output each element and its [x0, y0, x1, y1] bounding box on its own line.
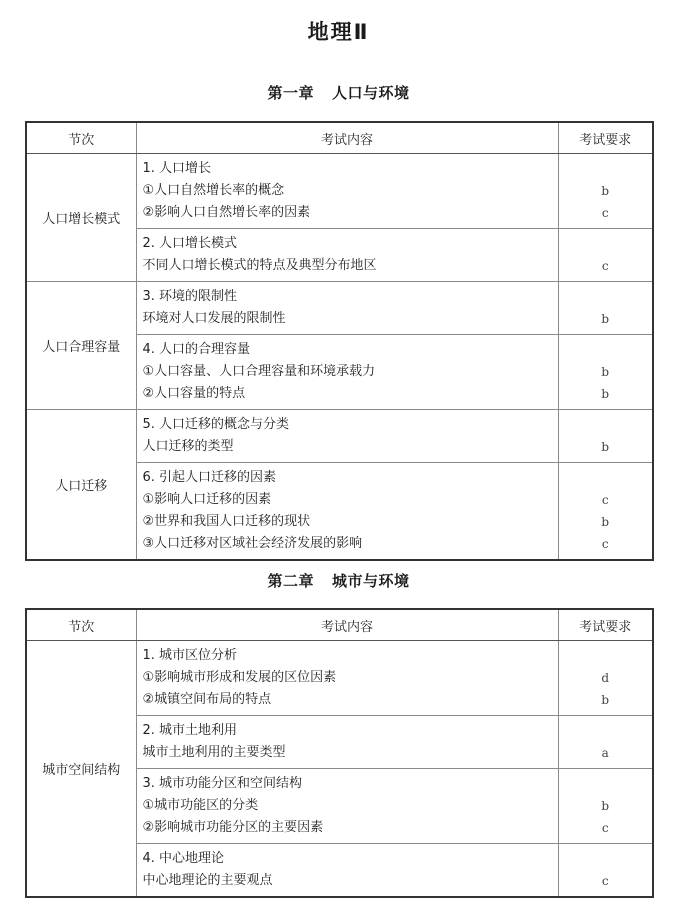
requirement-level: c — [601, 493, 609, 507]
header-section: 节次 — [26, 609, 136, 641]
requirement-cell — [558, 463, 653, 561]
chapter-1-name: 人口与环境 — [332, 84, 410, 102]
requirement-cell — [558, 335, 653, 410]
topic-item: ②影响城市功能分区的主要因素 — [142, 820, 324, 835]
requirement-cell — [558, 282, 653, 335]
topic-item: ①影响人口迁移的因素 — [142, 492, 272, 507]
topic-title: 3. 环境的限制性 — [142, 289, 238, 304]
requirement-cell — [558, 641, 653, 716]
table-row — [26, 282, 653, 335]
topic-item: ①人口容量、人口合理容量和环境承载力 — [142, 364, 376, 379]
content-cell — [136, 154, 558, 229]
content-cell — [136, 229, 558, 282]
requirement-level: b — [601, 312, 610, 326]
requirement-cell — [558, 716, 653, 769]
topic-item: 人口迁移的类型 — [142, 439, 234, 454]
requirement-level — [559, 339, 653, 361]
requirement-cell — [558, 229, 653, 282]
content-cell — [136, 463, 558, 561]
requirement-level: b — [601, 184, 610, 198]
content-cell — [136, 769, 558, 844]
requirement-cell — [558, 410, 653, 463]
topic-title: 2. 城市土地利用 — [142, 723, 238, 738]
requirement-level — [559, 414, 653, 436]
requirement-level — [559, 286, 653, 308]
chapter-2-number: 第二章 — [267, 572, 314, 590]
requirement-level — [559, 848, 653, 870]
header-requirement: 考试要求 — [558, 609, 653, 641]
chapter-2-heading — [0, 570, 677, 591]
requirement-level: c — [601, 259, 609, 273]
content-cell — [136, 282, 558, 335]
requirement-level: b — [601, 693, 610, 707]
topic-title: 2. 人口增长模式 — [142, 236, 238, 251]
table-row — [26, 154, 653, 229]
chapter-1-number: 第一章 — [267, 84, 314, 102]
topic-title: 6. 引起人口迁移的因素 — [142, 470, 277, 485]
requirement-level: c — [601, 874, 609, 888]
topic-item: ①人口自然增长率的概念 — [142, 183, 285, 198]
header-section: 节次 — [26, 122, 136, 154]
header-requirement: 考试要求 — [558, 122, 653, 154]
topic-item: 城市土地利用的主要类型 — [142, 745, 286, 760]
section-name-cell: 人口增长模式 — [26, 154, 136, 282]
topic-item: ②人口容量的特点 — [142, 386, 246, 401]
topic-item: ①影响城市形成和发展的区位因素 — [142, 670, 337, 685]
content-cell — [136, 641, 558, 716]
requirement-cell — [558, 154, 653, 229]
topic-item: 不同人口增长模式的特点及典型分布地区 — [142, 258, 377, 273]
chapter-1-heading — [0, 82, 677, 103]
requirement-level — [559, 467, 653, 489]
topic-title: 4. 中心地理论 — [142, 851, 225, 866]
topic-title: 3. 城市功能分区和空间结构 — [142, 776, 303, 791]
chapter-1-requirements-table — [25, 121, 654, 561]
chapter-2-name: 城市与环境 — [332, 572, 410, 590]
chapter-2-requirements-table — [25, 608, 654, 898]
requirement-level — [559, 720, 653, 742]
topic-title: 4. 人口的合理容量 — [142, 342, 251, 357]
topic-item: ①城市功能区的分类 — [142, 798, 259, 813]
requirement-level: c — [601, 537, 609, 551]
page-title: 地理Ⅱ — [307, 20, 370, 44]
requirement-level — [559, 158, 653, 180]
topic-item: 中心地理论的主要观点 — [142, 873, 273, 888]
table-row — [26, 410, 653, 463]
requirement-cell — [558, 844, 653, 898]
content-cell — [136, 716, 558, 769]
content-cell — [136, 335, 558, 410]
topic-item: ③人口迁移对区域社会经济发展的影响 — [142, 536, 363, 551]
requirement-level: a — [601, 746, 609, 760]
topic-item: ②影响人口自然增长率的因素 — [142, 205, 311, 220]
topic-item: ②世界和我国人口迁移的现状 — [142, 514, 311, 529]
requirement-level: c — [601, 821, 609, 835]
requirement-level: d — [601, 671, 610, 685]
requirement-level: c — [601, 206, 609, 220]
section-name-cell: 人口合理容量 — [26, 282, 136, 410]
topic-item: ②城镇空间布局的特点 — [142, 692, 272, 707]
topic-title: 1. 城市区位分析 — [142, 648, 238, 663]
requirement-level: b — [601, 440, 610, 454]
header-content: 考试内容 — [136, 122, 558, 154]
requirement-level: b — [601, 365, 610, 379]
requirement-level: b — [601, 387, 610, 401]
content-cell — [136, 844, 558, 898]
requirement-cell — [558, 769, 653, 844]
table-header-row — [26, 122, 653, 154]
requirement-level — [559, 645, 653, 667]
requirement-level: b — [601, 799, 610, 813]
topic-item: 环境对人口发展的限制性 — [142, 311, 286, 326]
header-content: 考试内容 — [136, 609, 558, 641]
section-name-cell: 城市空间结构 — [26, 641, 136, 898]
table-row — [26, 641, 653, 716]
content-cell — [136, 410, 558, 463]
topic-title: 5. 人口迁移的概念与分类 — [142, 417, 290, 432]
table-header-row — [26, 609, 653, 641]
section-name-cell: 人口迁移 — [26, 410, 136, 561]
requirement-level — [559, 233, 653, 255]
requirement-level — [559, 773, 653, 795]
requirement-level: b — [601, 515, 610, 529]
topic-title: 1. 人口增长 — [142, 161, 212, 176]
